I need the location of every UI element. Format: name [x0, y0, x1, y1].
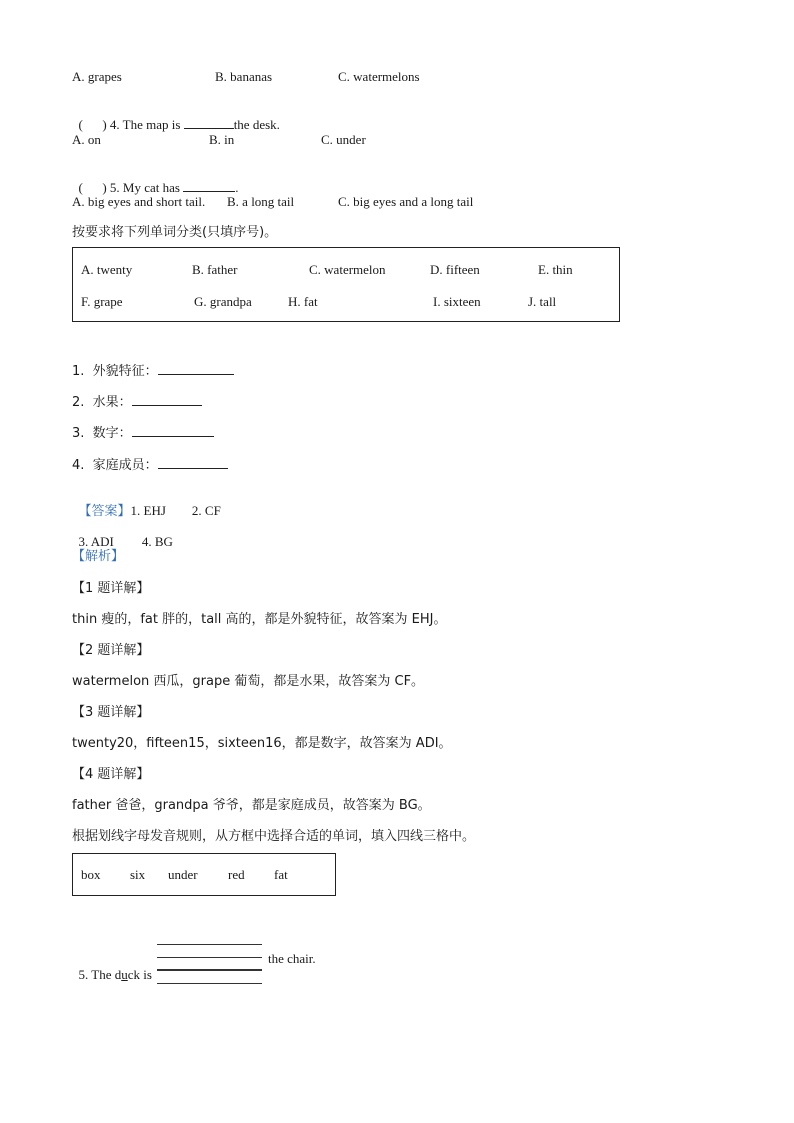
question-5-text: ( ) 5. My cat has	[78, 180, 184, 195]
question-5-after: .	[235, 180, 239, 195]
grid-line-2	[157, 957, 262, 958]
category-4	[72, 456, 228, 474]
word-bank-box	[72, 247, 620, 322]
question-5	[72, 163, 238, 196]
section3-question-5	[72, 951, 152, 983]
grid-line-4	[157, 983, 262, 984]
category-2	[72, 393, 202, 411]
answer-2: 2. CF	[191, 503, 221, 518]
answer-1: 1. EHJ	[130, 503, 166, 518]
word-box-2	[72, 853, 336, 896]
q4-option-a: A. on	[72, 132, 101, 147]
answer-3: 3. ADI	[78, 534, 114, 549]
word-g: G. grandpa	[194, 294, 252, 309]
word-a: A. twenty	[81, 262, 133, 277]
category-2-blank[interactable]	[132, 393, 202, 406]
category-1-blank[interactable]	[158, 362, 234, 375]
section3-instruction: 根据划线字母发音规则，从方框中选择合适的单词，填入四线三格中。	[72, 829, 476, 844]
detail-1-heading: 【1 题详解】	[72, 581, 150, 596]
category-3-label: 3. 数字：	[72, 426, 132, 441]
box-word-1: box	[81, 867, 101, 882]
question-5-blank[interactable]	[183, 179, 235, 192]
detail-3-text: twenty20，fifteen15，sixteen16，都是数字，故答案为 ADI。	[72, 736, 452, 751]
q4-option-b: B. in	[209, 132, 235, 147]
q5-after: the chair.	[268, 951, 316, 966]
word-f: F. grape	[81, 294, 123, 309]
q5-option-b: B. a long tail	[227, 194, 295, 209]
box-word-4: red	[228, 867, 245, 882]
q3-option-a: A. grapes	[72, 69, 122, 84]
answer-line-1	[72, 487, 221, 520]
answer-line-2	[72, 518, 173, 550]
answer-4: 4. BG	[141, 534, 173, 549]
detail-4-text: father 爸爸，grandpa 爷爷，都是家庭成员，故答案为 BG。	[72, 798, 431, 813]
q3-option-c: C. watermelons	[338, 69, 420, 84]
detail-4-heading: 【4 题详解】	[72, 767, 150, 782]
category-4-label: 4. 家庭成员：	[72, 458, 158, 473]
detail-2-heading: 【2 题详解】	[72, 643, 150, 658]
category-2-label: 2. 水果：	[72, 395, 132, 410]
q5-option-a: A. big eyes and short tail.	[72, 194, 206, 209]
question-4-blank[interactable]	[184, 116, 234, 129]
category-3	[72, 424, 214, 442]
box-word-5: fat	[274, 867, 288, 882]
detail-2-text: watermelon 西瓜，grape 葡萄，都是水果，故答案为 CF。	[72, 674, 425, 689]
q5-option-c: C. big eyes and a long tail	[338, 194, 474, 209]
word-c: C. watermelon	[309, 262, 386, 277]
detail-3-heading: 【3 题详解】	[72, 705, 150, 720]
word-j: J. tall	[528, 294, 557, 309]
detail-1-text: thin 瘦的，fat 胖的，tall 高的，都是外貌特征，故答案为 EHJ。	[72, 612, 447, 627]
word-b: B. father	[192, 262, 238, 277]
word-h: H. fat	[288, 294, 318, 309]
analysis-label: 【解析】	[72, 549, 125, 564]
q5-underlined-letter: u	[121, 967, 128, 982]
category-4-blank[interactable]	[158, 456, 228, 469]
q5-prefix: 5. The d	[78, 967, 122, 982]
question-4-after: the desk.	[233, 117, 280, 132]
question-4-text: ( ) 4. The map is	[78, 117, 184, 132]
category-3-blank[interactable]	[132, 424, 214, 437]
q5-mid: ck is	[127, 967, 152, 982]
box-word-3: under	[168, 867, 198, 882]
grid-line-3	[157, 969, 262, 971]
word-i: I. sixteen	[433, 294, 481, 309]
question-4	[72, 100, 280, 133]
category-1	[72, 362, 234, 380]
q4-option-c: C. under	[321, 132, 366, 147]
word-e: E. thin	[538, 262, 573, 277]
section2-instruction: 按要求将下列单词分类(只填序号)。	[72, 225, 278, 240]
grid-line-1	[157, 944, 262, 945]
box-word-2: six	[130, 867, 146, 882]
answer-label: 【答案】	[78, 504, 131, 519]
word-d: D. fifteen	[430, 262, 480, 277]
q3-option-b: B. bananas	[215, 69, 273, 84]
category-1-label: 1. 外貌特征：	[72, 364, 158, 379]
